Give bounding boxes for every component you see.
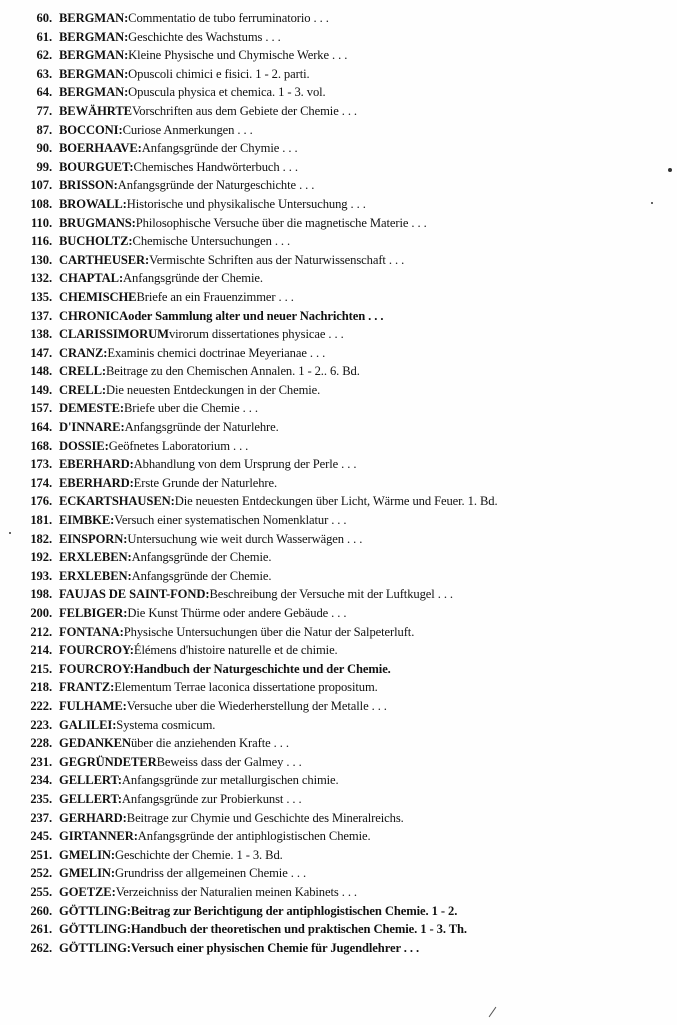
- entry-number: 108.: [30, 196, 52, 211]
- entry-number: 261.: [30, 922, 52, 937]
- entry-number: 237.: [30, 810, 52, 825]
- print-speck: [668, 168, 672, 172]
- entry-number: 62.: [36, 48, 52, 63]
- entry-author: CRELL:: [59, 382, 106, 397]
- entry-title: Kleine Physische und Chymische Werke . . .: [128, 48, 348, 63]
- catalog-entry: [14, 288, 674, 307]
- catalog-entry: [14, 121, 674, 140]
- catalog-entry: [14, 65, 674, 84]
- entry-number: 231.: [30, 754, 52, 769]
- catalog-entry: [14, 214, 674, 233]
- entry-author: BERGMAN:: [59, 29, 129, 44]
- entry-author: BOCCONI:: [59, 122, 123, 137]
- catalog-entry: [14, 362, 674, 381]
- entry-title: Beitrag zur Berichtigung der antiphlogistischen Chemie. 1 - 2.: [130, 903, 458, 918]
- entry-number: 168.: [30, 438, 52, 453]
- entry-author: BROWALL:: [59, 196, 127, 211]
- pen-mark: [489, 1007, 497, 1017]
- entry-author: GÖTTLING:: [59, 940, 131, 955]
- entry-author: CRELL:: [59, 364, 106, 379]
- entry-number: 164.: [30, 420, 52, 435]
- entry-title: oder Sammlung alter und neuer Nachrichten . . .: [128, 308, 384, 323]
- entry-number: 245.: [30, 829, 52, 844]
- catalog-entry: [14, 232, 674, 251]
- entry-title: Beweiss dass der Galmey . . .: [156, 754, 302, 769]
- catalog-entry: [14, 716, 674, 735]
- entry-number: 135.: [30, 289, 52, 304]
- print-speck: [9, 532, 11, 534]
- entry-title: Geschichte der Chemie. 1 - 3. Bd.: [114, 847, 283, 862]
- entry-number: 138.: [30, 327, 52, 342]
- catalog-entry: [14, 492, 674, 511]
- entry-title: Grundriss der allgemeinen Chemie . . .: [114, 866, 306, 881]
- entry-number: 64.: [36, 85, 52, 100]
- entry-number: 222.: [30, 698, 52, 713]
- entry-author: DOSSIE:: [59, 438, 109, 453]
- entry-author: FRANTZ:: [59, 680, 115, 695]
- entry-number: 223.: [30, 717, 52, 732]
- entry-author: BRUGMANS:: [59, 215, 136, 230]
- entry-author: GIRTANNER:: [59, 829, 138, 844]
- entry-author: GÖTTLING:: [59, 922, 131, 937]
- entry-number: 262.: [30, 940, 52, 955]
- entry-author: GMELIN:: [59, 866, 115, 881]
- entry-number: 218.: [30, 680, 52, 695]
- entry-title: Die Kunst Thürme oder andere Gebäude . . .: [127, 606, 347, 620]
- catalog-entry: [14, 325, 674, 344]
- entry-number: 173.: [30, 457, 52, 472]
- entry-title: Anfangsgründe der Chemie.: [131, 550, 272, 565]
- entry-title: über die anziehenden Krafte . . .: [130, 736, 289, 751]
- entry-author: CHRONICA: [59, 308, 129, 323]
- entry-number: 63.: [36, 66, 52, 81]
- entry-author: GÖTTLING:: [59, 903, 131, 918]
- entry-number: 132.: [30, 271, 52, 286]
- catalog-entry: [14, 381, 674, 400]
- entry-author: BOURGUET:: [59, 159, 134, 174]
- entry-title: Chemisches Handwörterbuch . . .: [133, 159, 298, 174]
- entry-author: GMELIN:: [59, 847, 115, 862]
- entry-number: 192.: [30, 550, 52, 565]
- entry-title: Vermischte Schriften aus der Naturwissenschaft . . .: [149, 252, 405, 267]
- catalog-entry: [14, 418, 674, 437]
- entry-author: ERXLEBEN:: [59, 568, 132, 583]
- entry-number: 214.: [30, 643, 52, 658]
- entry-title: Opuscula physica et chemica. 1 - 3. vol.: [128, 85, 326, 100]
- entry-number: 200.: [30, 606, 52, 620]
- entry-title: Anfangsgründe zur metallurgischen chimie.: [121, 773, 339, 788]
- catalog-entry: [14, 511, 674, 530]
- entry-number: 260.: [30, 903, 52, 918]
- entry-title: Philosophische Versuche über die magnetische Materie . . .: [135, 215, 427, 230]
- entry-author: BRISSON:: [59, 178, 118, 193]
- entry-title: Opuscoli chimici e fisici. 1 - 2. parti.: [128, 66, 310, 81]
- entry-number: 148.: [30, 364, 52, 379]
- entry-author: GELLERT:: [59, 773, 122, 788]
- entry-author: GOETZE:: [59, 884, 116, 899]
- entry-number: 235.: [30, 791, 52, 806]
- entry-number: 147.: [30, 345, 52, 360]
- entry-author: CRANZ:: [59, 345, 108, 360]
- entry-author: GELLERT:: [59, 791, 122, 806]
- entry-number: 255.: [30, 884, 52, 899]
- entry-title: Curiose Anmerkungen . . .: [122, 122, 253, 137]
- catalog-entry: [14, 195, 674, 214]
- entry-title: Examinis chemici doctrinae Meyerianae . . .: [107, 345, 326, 360]
- entry-number: 157.: [30, 401, 52, 416]
- catalog-entry: [14, 251, 674, 270]
- catalog-entry: [14, 678, 674, 697]
- entry-title: Vorschriften aus dem Gebiete der Chemie . . .: [131, 103, 357, 118]
- entry-title: Abhandlung von dem Ursprung der Perle . . .: [133, 457, 357, 472]
- entry-author: D'INNARE:: [59, 420, 125, 435]
- entry-title: Handbuch der Naturgeschichte und der Chemie.: [133, 661, 391, 676]
- entry-number: 130.: [30, 252, 52, 267]
- entry-title: Anfangsgründe der Chymie . . .: [141, 141, 298, 156]
- catalog-entry: [14, 139, 674, 158]
- entry-author: FONTANA:: [59, 624, 124, 639]
- entry-title: Handbuch der theoretischen und praktischen Chemie. 1 - 3. Th.: [130, 922, 467, 937]
- entry-number: 60.: [36, 11, 52, 25]
- entry-author: CHEMISCHE: [59, 289, 137, 304]
- entry-title: Élémens d'histoire naturelle et de chimie.: [133, 643, 338, 658]
- entry-number: 176.: [30, 494, 52, 509]
- catalog-entry: [14, 344, 674, 363]
- catalog-entry: [14, 771, 674, 790]
- entry-title: Beschreibung der Versuche mit der Luftkugel . . .: [209, 587, 453, 602]
- entry-title: Anfangsgründe zur Probierkunst . . .: [121, 791, 302, 806]
- catalog-entry: [14, 307, 674, 326]
- entry-title: Verzeichniss der Naturalien meinen Kabinets . . .: [115, 884, 357, 899]
- catalog-entry: [14, 176, 674, 195]
- catalog-entry: [14, 641, 674, 660]
- entry-author: FOURCROY:: [59, 643, 134, 658]
- entry-title: Versuche uber die Wiederherstellung der Metalle . . .: [126, 698, 387, 713]
- catalog-entry: [14, 623, 674, 642]
- catalog-entry: [14, 827, 674, 846]
- entry-author: GEDANKEN: [59, 736, 131, 751]
- entry-title: Briefe uber die Chemie . . .: [123, 401, 258, 416]
- entry-title: Untersuchung wie weit durch Wasserwägen . . .: [127, 531, 363, 546]
- entry-author: CHAPTAL:: [59, 271, 124, 286]
- entry-number: 234.: [30, 773, 52, 788]
- catalog-entry: [14, 809, 674, 828]
- entry-author: ECKARTSHAUSEN:: [59, 494, 175, 509]
- catalog-entry: [14, 455, 674, 474]
- entry-number: 174.: [30, 475, 52, 490]
- catalog-entry: [14, 567, 674, 586]
- entry-title: Elementum Terrae laconica dissertatione propositum.: [114, 680, 378, 695]
- entry-title: Briefe an ein Frauenzimmer . . .: [136, 289, 294, 304]
- entry-author: EBERHARD:: [59, 457, 134, 472]
- entry-author: GALILEI:: [59, 717, 117, 732]
- entry-title: Anfangsgründe der Chemie.: [123, 271, 263, 286]
- entry-author: BEWÄHRTE: [59, 103, 132, 118]
- entry-title: Versuch einer systematischen Nomenklatur . . .: [114, 513, 347, 528]
- catalog-entry: [14, 28, 674, 47]
- entry-number: 61.: [36, 29, 52, 44]
- entry-title: Die neuesten Entdeckungen über Licht, Wärme und Feuer. 1. Bd.: [174, 494, 498, 509]
- catalog-entry: [14, 548, 674, 567]
- entry-number: 193.: [30, 568, 52, 583]
- catalog-entry: [14, 790, 674, 809]
- entry-author: GEGRÜNDETER: [59, 754, 157, 769]
- entry-author: FELBIGER:: [59, 606, 128, 620]
- catalog-entry: [14, 46, 674, 65]
- catalog-entry: [14, 883, 674, 902]
- entry-number: 77.: [36, 103, 52, 118]
- catalog-entry: [14, 939, 674, 958]
- entry-number: 107.: [30, 178, 52, 193]
- entry-number: 149.: [30, 382, 52, 397]
- entry-author: FOURCROY:: [59, 661, 134, 676]
- entry-number: 251.: [30, 847, 52, 862]
- entry-number: 116.: [31, 234, 52, 249]
- entry-author: GERHARD:: [59, 810, 127, 825]
- catalog-entry: [14, 920, 674, 939]
- entry-number: 137.: [30, 308, 52, 323]
- catalog-entry: [14, 9, 674, 28]
- entry-title: Die neuesten Entdeckungen in der Chemie.: [105, 382, 321, 397]
- catalog-entry: [14, 474, 674, 493]
- catalog-entry: [14, 753, 674, 772]
- entry-author: FAUJAS DE SAINT-FOND:: [59, 587, 210, 602]
- entry-number: 198.: [30, 587, 52, 602]
- entry-number: 110.: [31, 215, 52, 230]
- entry-title: Erste Grunde der Naturlehre.: [133, 475, 278, 490]
- print-speck: [651, 202, 653, 204]
- catalog-list: [14, 9, 674, 957]
- entry-title: Geschichte des Wachstums . . .: [128, 29, 281, 44]
- catalog-entry: [14, 585, 674, 604]
- entry-number: 181.: [30, 513, 52, 528]
- entry-author: ERXLEBEN:: [59, 550, 132, 565]
- entry-number: 212.: [30, 624, 52, 639]
- entry-title: Beitrage zu den Chemischen Annalen. 1 - 2.. 6. Bd.: [105, 364, 360, 379]
- entry-title: Beitrage zur Chymie und Geschichte des Mineralreichs.: [126, 810, 404, 825]
- entry-title: Anfangsgründe der Naturlehre.: [124, 420, 279, 435]
- entry-title: Physische Untersuchungen über die Natur der Salpeterluft.: [123, 624, 415, 639]
- catalog-entry: [14, 102, 674, 121]
- entry-number: 182.: [30, 531, 52, 546]
- catalog-entry: [14, 604, 674, 623]
- catalog-entry: [14, 530, 674, 549]
- entry-author: BERGMAN:: [59, 48, 129, 63]
- catalog-entry: [14, 269, 674, 288]
- entry-title: Versuch einer physischen Chemie für Jugendlehrer . . .: [130, 940, 420, 955]
- entry-author: BERGMAN:: [59, 85, 129, 100]
- entry-author: FULHAME:: [59, 698, 127, 713]
- catalog-entry: [14, 902, 674, 921]
- entry-author: EBERHARD:: [59, 475, 134, 490]
- entry-number: 90.: [36, 141, 52, 156]
- entry-title: Commentatio de tubo ferruminatorio . . .: [128, 11, 329, 25]
- entry-number: 99.: [36, 159, 52, 174]
- entry-author: BOERHAAVE:: [59, 141, 142, 156]
- entry-number: 252.: [30, 866, 52, 881]
- entry-title: Anfangsgründe der Chemie.: [131, 568, 272, 583]
- entry-author: CARTHEUSER:: [59, 252, 150, 267]
- entry-author: BERGMAN:: [59, 11, 129, 25]
- entry-title: Geöfnetes Laboratorium . . .: [108, 438, 249, 453]
- entry-author: DEMESTE:: [59, 401, 124, 416]
- catalog-entry: [14, 734, 674, 753]
- entry-author: BUCHOLTZ:: [59, 234, 133, 249]
- entry-number: 228.: [30, 736, 52, 751]
- entry-author: CLARISSIMORUM: [59, 327, 169, 342]
- entry-title: Anfangsgründe der Naturgeschichte . . .: [117, 178, 315, 193]
- entry-author: EIMBKE:: [59, 513, 115, 528]
- entry-number: 215.: [30, 661, 52, 676]
- catalog-entry: [14, 399, 674, 418]
- entry-number: 87.: [36, 122, 52, 137]
- catalog-entry: [14, 864, 674, 883]
- catalog-entry: [14, 158, 674, 177]
- catalog-entry: [14, 660, 674, 679]
- entry-title: Anfangsgründe der antiphlogistischen Chemie.: [137, 829, 371, 844]
- entry-author: EINSPORN:: [59, 531, 128, 546]
- entry-title: Systema cosmicum.: [116, 717, 216, 732]
- entry-title: Historische und physikalische Untersuchung . . .: [126, 196, 366, 211]
- catalog-entry: [14, 846, 674, 865]
- catalog-entry: [14, 437, 674, 456]
- entry-author: BERGMAN:: [59, 66, 129, 81]
- catalog-entry: [14, 83, 674, 102]
- catalog-entry: [14, 697, 674, 716]
- entry-title: virorum dissertationes physicae . . .: [168, 327, 344, 342]
- entry-title: Chemische Untersuchungen . . .: [132, 234, 291, 249]
